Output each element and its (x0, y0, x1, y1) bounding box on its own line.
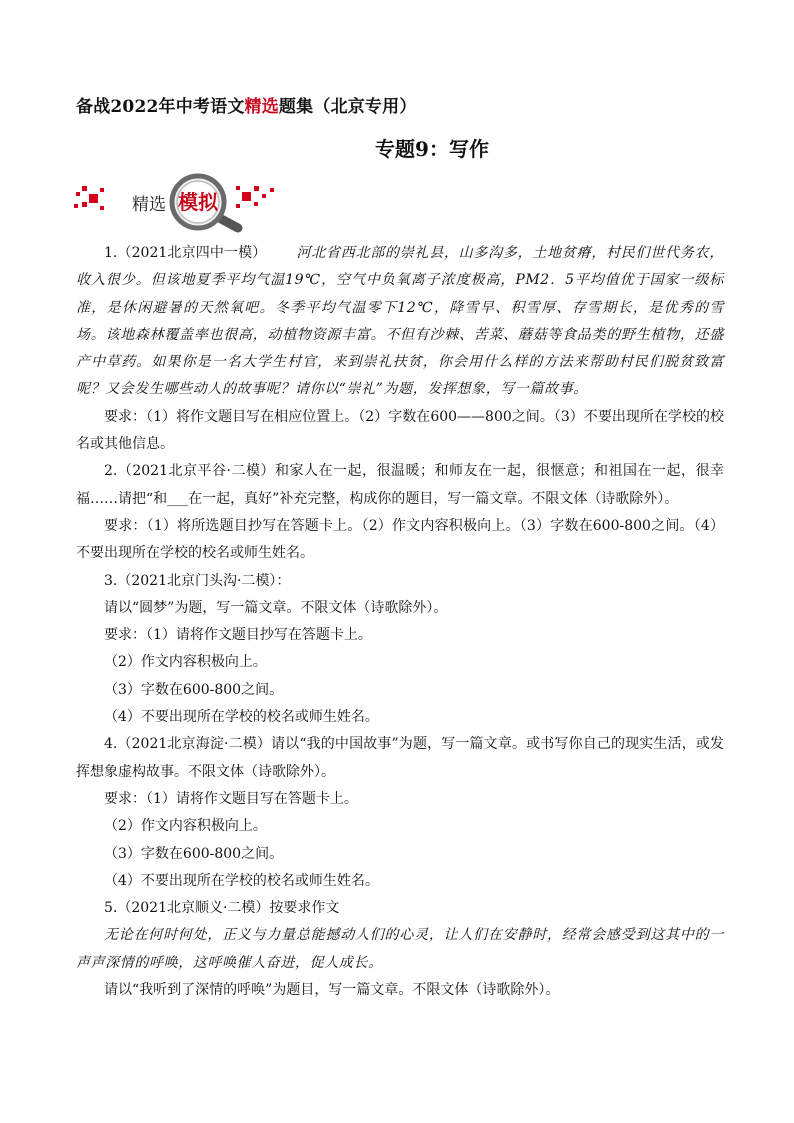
title-suffix: 题集（北京专用） (278, 97, 417, 117)
question-4-requirement-item: （2）作文内容积极向上。 (104, 818, 267, 835)
question-3-source: 3.（2021北京门头沟·二模）： (104, 572, 291, 589)
question-1-source: 1.（2021北京四中一模） (104, 245, 267, 261)
title-prefix: 备战2022年中考语文 (76, 97, 245, 117)
banner-right-label: 模拟 (178, 192, 218, 214)
question-3-requirement-item: （3）字数在600-800之间。 (104, 681, 284, 698)
question-4-requirements: 要求：（1）请将作文题目写在答题卡上。 (104, 790, 358, 807)
question-5-source: 5.（2021北京顺义·二模）按要求作文 (104, 900, 340, 917)
question-2-requirements: 要求：（1）将所选题目抄写在答题卡上。（2）作文内容积极向上。（3）字数在600-800之间。（4）不要出现所在学校的校名或师生姓名。 (76, 517, 724, 562)
question-1-text: 河北省西北部的崇礼县，山多沟多，土地贫瘠，村民们世代务农，收入很少。但该地夏季平均气温19℃，空气中负氧离子浓度极高，PM2．5平均值优于国家一级标准，是休闲避暑的天然氧吧。冬季平均气温零下12℃，降雪早、积雪厚、存雪期长，是优秀的雪场。该地森林覆盖率也很高，动植物资源丰富。不但有沙棘、苦菜、蘑菇等食品类的野生植物，还盛产中草药。如果你是一名大学生村官，来到崇礼扶贫，你会用什么样的方法来帮助村民们脱贫致富呢？又会发生哪些动人的故事呢？请你以“崇礼”为题，发挥想象，写一篇故事。 (76, 245, 724, 398)
left-dots-icon (74, 186, 104, 210)
section-banner (70, 168, 290, 238)
banner-left-label: 精选 (132, 195, 166, 214)
question-5-prompt: 请以“我听到了深情的呼唤”为题目，写一篇文章。不限文体（诗歌除外）。 (104, 982, 560, 999)
question-3-requirement-item: （4）不要出现所在学校的校名或师生姓名。 (104, 709, 379, 726)
topic-title: 专题9：写作 (375, 137, 489, 161)
question-5-quote: 无论在何时何处，正义与力量总能撼动人们的心灵，让人们在安静时，经常会感受到这其中的一声声深情的呼唤，这呼唤催人奋进，促人成长。 (76, 927, 724, 971)
question-1-requirements: 要求：（1）将作文题目写在相应位置上。（2）字数在600——800之间。（3）不要出现所在学校的校名或其他信息。 (76, 408, 724, 453)
question-3-requirement-item: （2）作文内容积极向上。 (104, 654, 267, 671)
question-4-prompt: 4.（2021北京海淀·二模）请以“我的中国故事”为题，写一篇文章。或书写你自己的现实生活，或发挥想象虚构故事。不限文体（诗歌除外）。 (76, 736, 724, 780)
title-highlight: 精选 (244, 97, 279, 117)
question-4-requirement-item: （4）不要出现所在学校的校名或师生姓名。 (104, 872, 379, 889)
right-dots-icon (236, 186, 274, 208)
question-4-requirement-item: （3）字数在600-800之间。 (104, 845, 284, 862)
document-title (76, 92, 417, 117)
question-3-prompt: 请以“圆梦”为题，写一篇文章。不限文体（诗歌除外）。 (104, 599, 448, 616)
question-3-requirements: 要求：（1）请将作文题目抄写在答题卡上。 (104, 627, 372, 644)
question-1-prompt (76, 240, 724, 404)
question-list (76, 240, 724, 1004)
question-2-prompt: 2.（2021北京平谷·二模）和家人在一起，很温暖；和师友在一起，很惬意；和祖国在一起，很幸福……请把“和___在一起，真好”补充完整，构成你的题目，写一篇文章。不限文体（诗歌除外）。 (76, 463, 724, 507)
